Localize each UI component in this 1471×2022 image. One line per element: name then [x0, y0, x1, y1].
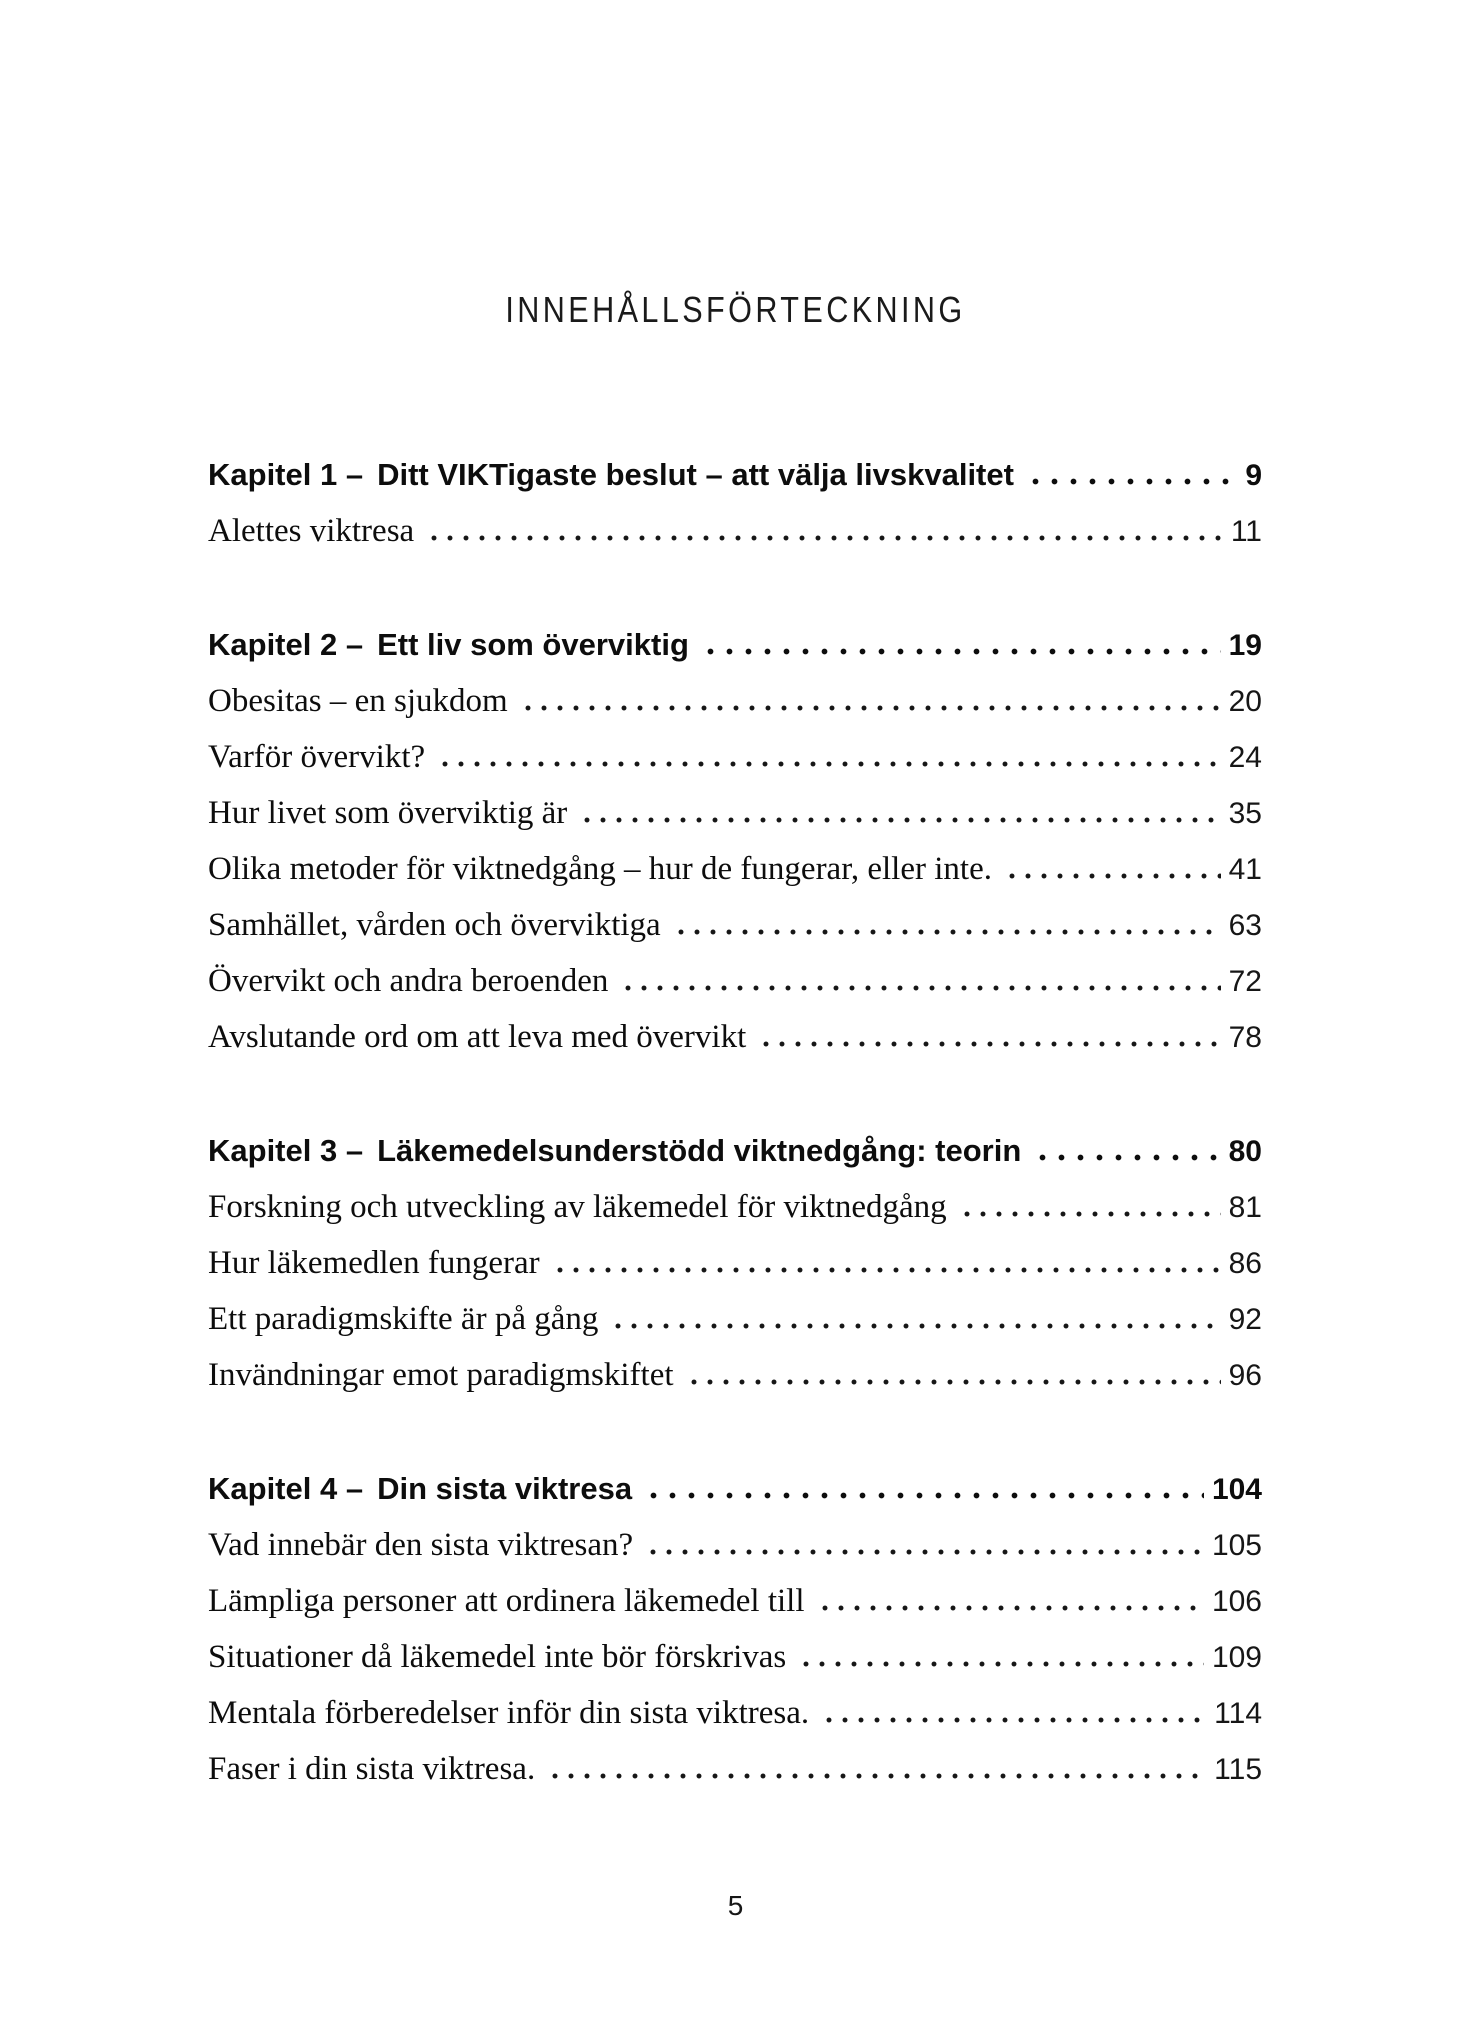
page-title: INNEHÅLLSFÖRTECKNING [505, 289, 966, 330]
toc-entry-row [208, 1179, 1262, 1235]
toc-section [208, 617, 1262, 1065]
toc-entry-page-number: 24 [1228, 741, 1262, 774]
toc-entry-row [208, 673, 1262, 729]
toc-section [208, 1461, 1262, 1797]
toc-entry-row [208, 953, 1262, 1009]
toc-entry-page-number: 115 [1214, 1753, 1262, 1786]
toc-entry-page-number: 20 [1228, 685, 1262, 718]
toc-chapter-label: Kapitel 1 – [208, 457, 364, 492]
dot-leader [795, 1661, 1204, 1667]
toc-chapter-title: Din sista viktresa [377, 1471, 633, 1506]
toc-section [208, 447, 1262, 559]
toc-entry-row [208, 503, 1262, 559]
dot-leader [617, 985, 1220, 991]
toc-entry-title: Varför övervikt? [208, 739, 426, 775]
toc-entry-title: Invändningar emot paradigmskiftet [208, 1357, 674, 1393]
toc-entry-title: Övervikt och andra beroenden [208, 963, 609, 999]
toc-chapter-row [208, 1123, 1262, 1179]
dot-leader [642, 1549, 1204, 1555]
toc-chapter-row [208, 617, 1262, 673]
dot-leader [814, 1605, 1204, 1611]
dot-leader [434, 761, 1220, 767]
toc-entry-row [208, 1291, 1262, 1347]
toc-chapter-label: Kapitel 4 – [208, 1471, 364, 1506]
toc-chapter-page-number: 104 [1211, 1473, 1262, 1506]
dot-leader [956, 1211, 1221, 1217]
toc-entry-row [208, 1517, 1262, 1573]
toc-entry-title: Forskning och utveckling av läkemedel för viktnedgång [208, 1189, 947, 1225]
toc-entry-page-number: 86 [1228, 1247, 1262, 1280]
footer-page-number: 5 [727, 1890, 744, 1921]
toc-entry-page-number: 92 [1228, 1303, 1262, 1336]
toc-entry-page-number: 114 [1214, 1697, 1262, 1730]
toc-chapter-title: Läkemedelsunderstödd viktnedgång: teorin [377, 1133, 1022, 1168]
dot-leader [818, 1717, 1206, 1723]
toc-entry-title: Hur läkemedlen fungerar [208, 1245, 540, 1281]
dot-leader [607, 1323, 1220, 1329]
toc-entry-row [208, 1009, 1262, 1065]
dot-leader [683, 1379, 1221, 1385]
dot-leader [641, 1492, 1204, 1499]
dot-leader [755, 1041, 1220, 1047]
toc-chapter-label: Kapitel 2 – [208, 627, 364, 662]
toc-entry-title: Lämpliga personer att ordinera läkemedel till [208, 1583, 805, 1619]
dot-leader [698, 648, 1221, 655]
toc-entry-page-number: 96 [1228, 1359, 1262, 1392]
dot-leader [1023, 478, 1237, 485]
dot-leader [576, 817, 1220, 823]
toc-entry-row [208, 897, 1262, 953]
toc-chapter-title: Ett liv som överviktig [377, 627, 689, 662]
toc-entry-title: Samhället, vården och överviktiga [208, 907, 661, 943]
toc-entry-page-number: 105 [1211, 1529, 1262, 1562]
toc-entry-page-number: 106 [1211, 1585, 1262, 1618]
toc-entry-row [208, 1685, 1262, 1741]
toc-entry-page-number: 78 [1228, 1021, 1262, 1054]
toc-entry-title: Ett paradigmskifte är på gång [208, 1301, 599, 1337]
toc [208, 447, 1262, 1797]
dot-leader [1030, 1154, 1220, 1161]
toc-entry-title: Avslutande ord om att leva med övervikt [208, 1019, 747, 1055]
toc-entry-page-number: 11 [1230, 515, 1262, 548]
toc-entry-title: Obesitas – en sjukdom [208, 683, 508, 719]
toc-entry-title: Vad innebär den sista viktresan? [208, 1527, 634, 1563]
toc-entry-page-number: 35 [1228, 797, 1262, 830]
toc-entry-row [208, 729, 1262, 785]
dot-leader [423, 535, 1223, 541]
toc-chapter-label: Kapitel 3 – [208, 1133, 364, 1168]
toc-entry-page-number: 72 [1228, 965, 1262, 998]
toc-chapter-page-number: 9 [1245, 459, 1262, 492]
toc-chapter-row [208, 1461, 1262, 1517]
toc-entry-title: Alettes viktresa [208, 513, 415, 549]
toc-entry-title: Hur livet som överviktig är [208, 795, 568, 831]
toc-entry-row [208, 785, 1262, 841]
toc-entry-row [208, 841, 1262, 897]
toc-entry-row [208, 1741, 1262, 1797]
toc-entry-row [208, 1235, 1262, 1291]
toc-section [208, 1123, 1262, 1403]
toc-entry-row [208, 1573, 1262, 1629]
dot-leader [549, 1267, 1221, 1273]
dot-leader [1001, 873, 1221, 879]
toc-entry-title: Faser i din sista viktresa. [208, 1751, 536, 1787]
toc-entry-title: Mentala förberedelser inför din sista viktresa. [208, 1695, 810, 1731]
toc-entry-title: Situationer då läkemedel inte bör förskrivas [208, 1639, 787, 1675]
toc-entry-page-number: 81 [1228, 1191, 1262, 1224]
toc-entry-row [208, 1347, 1262, 1403]
toc-chapter-page-number: 80 [1228, 1135, 1262, 1168]
toc-chapter-title: Ditt VIKTigaste beslut – att välja livskvalitet [377, 457, 1014, 492]
toc-chapter-page-number: 19 [1228, 629, 1262, 662]
toc-entry-page-number: 41 [1228, 853, 1262, 886]
dot-leader [544, 1773, 1206, 1779]
toc-chapter-row [208, 447, 1262, 503]
toc-entry-page-number: 63 [1228, 909, 1262, 942]
dot-leader [517, 705, 1221, 711]
toc-entry-title: Olika metoder för viktnedgång – hur de fungerar, eller inte. [208, 851, 992, 887]
toc-entry-page-number: 109 [1211, 1641, 1262, 1674]
dot-leader [670, 929, 1221, 935]
toc-entry-row [208, 1629, 1262, 1685]
